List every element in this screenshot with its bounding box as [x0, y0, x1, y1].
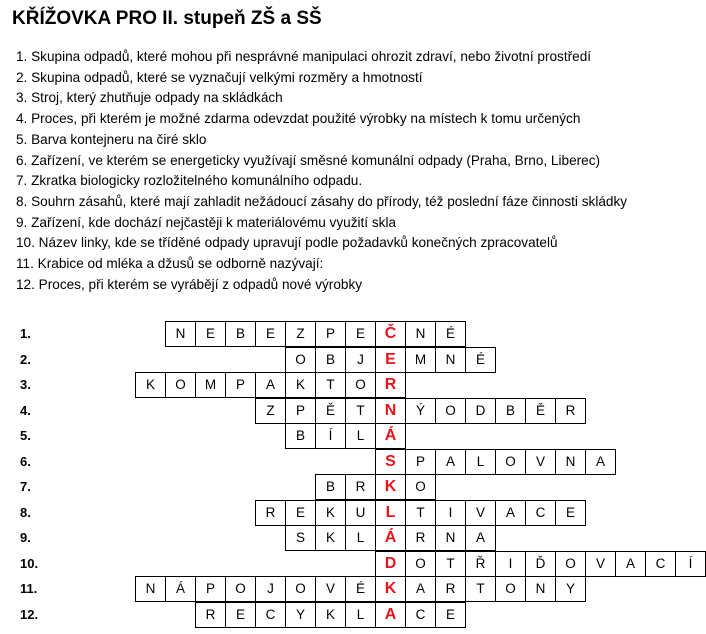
- crossword-cell: C: [645, 551, 676, 577]
- crossword-cell: O: [165, 372, 196, 398]
- crossword-cell: A: [255, 372, 286, 398]
- crossword-cell: Ř: [465, 551, 496, 577]
- clue-12: 12. Proces, při kterém se vyrábějí z odpadů nové výrobky: [16, 276, 363, 292]
- crossword-cell: S: [285, 525, 316, 551]
- crossword-cell: B: [225, 321, 256, 347]
- crossword-cell: L: [345, 525, 376, 551]
- crossword-cell: C: [525, 500, 556, 526]
- crossword-cell: C: [255, 602, 286, 628]
- crossword-cell: J: [345, 347, 376, 373]
- crossword-cell: P: [315, 321, 346, 347]
- crossword-cell: A: [495, 500, 526, 526]
- crossword-cell: L: [465, 449, 496, 475]
- crossword-cell: Ď: [525, 551, 556, 577]
- row-number: 10.: [20, 555, 39, 571]
- solution-cell: Á: [375, 525, 406, 551]
- crossword-cell: E: [255, 321, 286, 347]
- clue-8: 8. Souhrn zásahů, které mají zahladit nežádoucí zásahy do přírody, též poslední fáze činnosti skládky: [16, 193, 628, 209]
- clue-10: 10. Název linky, kde se tříděné odpady upravují podle požadavků konečných zpracovatelů: [16, 235, 558, 251]
- crossword-cell: P: [195, 576, 226, 602]
- crossword-cell: A: [615, 551, 646, 577]
- clue-1: 1. Skupina odpadů, které mohou při nesprávné manipulaci ohrozit zdraví, nebo životní prostředí: [16, 49, 592, 64]
- crossword-cell: D: [465, 398, 496, 424]
- crossword-cell: E: [285, 500, 316, 526]
- crossword-cell: V: [465, 500, 496, 526]
- crossword-cell: O: [435, 398, 466, 424]
- crossword-cell: P: [285, 398, 316, 424]
- crossword-cell: A: [435, 449, 466, 475]
- solution-cell: D: [375, 551, 406, 577]
- crossword-cell: M: [405, 347, 436, 373]
- crossword-cell: Í: [675, 551, 706, 577]
- crossword-cell: K: [285, 372, 316, 398]
- crossword-cell: B: [285, 423, 316, 449]
- crossword-cell: M: [195, 372, 226, 398]
- crossword-cell: É: [465, 347, 496, 373]
- crossword-cell: N: [555, 449, 586, 475]
- solution-cell: K: [375, 474, 406, 500]
- solution-cell: R: [375, 372, 406, 398]
- crossword-cell: V: [315, 576, 346, 602]
- page-title: KŘÍŽOVKA PRO II. stupeň ZŠ a SŠ: [12, 8, 322, 29]
- crossword-cell: Z: [285, 321, 316, 347]
- crossword-cell: C: [405, 602, 436, 628]
- crossword-cell: N: [435, 347, 466, 373]
- solution-cell: Č: [375, 321, 406, 347]
- crossword-cell: E: [195, 321, 226, 347]
- crossword-cell: K: [315, 602, 346, 628]
- crossword-cell: Y: [555, 576, 586, 602]
- crossword-cell: O: [405, 474, 436, 500]
- crossword-cell: A: [465, 525, 496, 551]
- clue-5: 5. Barva kontejneru na čiré sklo: [16, 131, 207, 147]
- crossword-cell: E: [345, 321, 376, 347]
- row-number: 7.: [20, 479, 31, 494]
- crossword-cell: O: [285, 347, 316, 373]
- row-number: 9.: [20, 530, 31, 545]
- crossword-cell: V: [525, 449, 556, 475]
- crossword-cell: R: [195, 602, 226, 628]
- row-number: 6.: [20, 453, 31, 469]
- crossword-cell: A: [585, 449, 616, 475]
- crossword-cell: Í: [315, 423, 346, 449]
- crossword-cell: L: [345, 602, 376, 628]
- crossword-cell: R: [435, 576, 466, 602]
- crossword-cell: I: [495, 551, 526, 577]
- crossword-cell: O: [495, 576, 526, 602]
- crossword-cell: U: [345, 500, 376, 526]
- clue-11: 11. Krabice od mléka a džusů se odborně nazývají:: [16, 256, 324, 272]
- crossword-cell: R: [255, 500, 286, 526]
- clue-3: 3. Stroj, který zhutňuje odpady na skládkách: [16, 90, 283, 106]
- crossword-cell: O: [495, 449, 526, 475]
- solution-cell: A: [375, 602, 406, 628]
- crossword-cell: É: [345, 576, 376, 602]
- crossword-cell: Z: [255, 398, 286, 424]
- crossword-cell: O: [555, 551, 586, 577]
- crossword-cell: K: [135, 372, 166, 398]
- row-number: 3.: [20, 377, 31, 392]
- crossword-cell: É: [435, 321, 466, 347]
- row-number: 4.: [20, 402, 31, 418]
- crossword-cell: Ý: [405, 398, 436, 424]
- crossword-cell: R: [555, 398, 586, 424]
- crossword-cell: L: [345, 423, 376, 449]
- crossword-cell: K: [315, 525, 346, 551]
- crossword-cell: N: [405, 321, 436, 347]
- solution-cell: L: [375, 500, 406, 526]
- crossword-cell: T: [345, 398, 376, 424]
- clue-2: 2. Skupina odpadů, které se vyznačují velkými rozměry a hmotností: [16, 69, 423, 85]
- crossword-cell: R: [405, 525, 436, 551]
- clue-4: 4. Proces, při kterém je možné zdarma odevzdat použité výrobky na místech k tomu určených: [16, 111, 581, 127]
- crossword-cell: E: [555, 500, 586, 526]
- crossword-cell: B: [315, 347, 346, 373]
- crossword-cell: T: [315, 372, 346, 398]
- crossword-cell: K: [315, 500, 346, 526]
- crossword-cell: Á: [165, 576, 196, 602]
- crossword-cell: Y: [285, 602, 316, 628]
- crossword-cell: N: [525, 576, 556, 602]
- solution-cell: S: [375, 449, 406, 475]
- crossword-cell: O: [345, 372, 376, 398]
- crossword-cell: T: [465, 576, 496, 602]
- row-number: 8.: [20, 504, 31, 520]
- crossword-cell: J: [255, 576, 286, 602]
- clue-6: 6. Zařízení, ve kterém se energeticky využívají směsné komunální odpady (Praha, Brno, Liberec): [16, 152, 601, 168]
- crossword-cell: O: [225, 576, 256, 602]
- crossword-cell: N: [135, 576, 166, 602]
- solution-cell: Á: [375, 423, 406, 449]
- crossword-cell: V: [585, 551, 616, 577]
- crossword-cell: N: [165, 321, 196, 347]
- crossword-cell: Ě: [525, 398, 556, 424]
- crossword-cell: T: [435, 551, 466, 577]
- row-number: 2.: [20, 351, 31, 367]
- crossword-cell: B: [315, 474, 346, 500]
- crossword-cell: N: [435, 525, 466, 551]
- crossword-cell: T: [405, 500, 436, 526]
- crossword-cell: Ě: [315, 398, 346, 424]
- clue-7: 7. Zkratka biologicky rozložitelného komunálního odpadu.: [16, 173, 363, 189]
- crossword-cell: B: [495, 398, 526, 424]
- crossword-cell: P: [405, 449, 436, 475]
- row-number: 5.: [20, 428, 31, 443]
- solution-cell: E: [375, 347, 406, 373]
- solution-cell: K: [375, 576, 406, 602]
- row-number: 11.: [20, 581, 38, 596]
- crossword-cell: P: [225, 372, 256, 398]
- crossword-cell: O: [405, 551, 436, 577]
- crossword-cell: I: [435, 500, 466, 526]
- crossword-cell: A: [405, 576, 436, 602]
- crossword-cell: R: [345, 474, 376, 500]
- clue-9: 9. Zařízení, kde dochází nejčastěji k materiálovému využití skla: [16, 214, 397, 230]
- row-number: 1.: [20, 326, 31, 341]
- crossword-cell: E: [435, 602, 466, 628]
- row-number: 12.: [20, 606, 39, 622]
- crossword-cell: E: [225, 602, 256, 628]
- solution-cell: N: [375, 398, 406, 424]
- crossword-cell: O: [285, 576, 316, 602]
